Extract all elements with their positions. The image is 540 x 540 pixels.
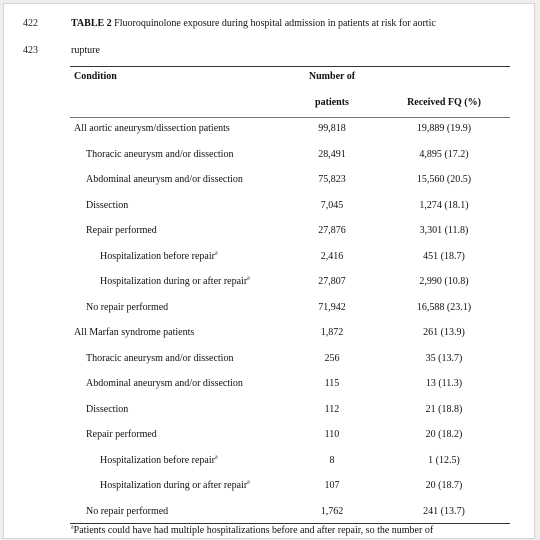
- row-label-text: Dissection: [86, 404, 129, 415]
- row-received-fq: 20 (18.7): [425, 480, 463, 491]
- row-patients: 115: [324, 378, 340, 389]
- row-received-fq: 13 (11.3): [425, 378, 463, 389]
- row-patients: 112: [324, 404, 340, 415]
- table-label: TABLE 2: [71, 18, 112, 29]
- row-label-text: Thoracic aneurysm and/or dissection: [86, 353, 234, 364]
- footnote-ref: a: [247, 275, 250, 282]
- row-label: [100, 276, 250, 288]
- row-label: [86, 404, 128, 416]
- footnote-ref: a: [214, 250, 218, 257]
- row-received-fq: 1 (12.5): [428, 455, 460, 466]
- document-page: [3, 3, 535, 539]
- row-label: [86, 174, 243, 186]
- line-number: 422: [23, 18, 38, 29]
- row-received-fq: 35 (13.7): [425, 353, 463, 364]
- row-received-fq: 241 (13.7): [423, 506, 465, 517]
- header-number-of: Number of: [308, 71, 356, 82]
- row-label-text: Abdominal aneurysm and/or dissection: [86, 378, 243, 389]
- footnote-ref: a: [247, 479, 250, 486]
- row-label: [100, 455, 218, 467]
- row-label: [86, 200, 128, 212]
- row-label: [74, 123, 230, 135]
- line-number: 423: [23, 45, 38, 56]
- footnote-ref: a: [214, 454, 218, 461]
- row-label-text: Hospitalization before repair: [100, 251, 215, 262]
- row-received-fq: 20 (18.2): [425, 429, 463, 440]
- row-label-text: Repair performed: [86, 225, 157, 236]
- row-label-text: Hospitalization during or after repair: [100, 480, 248, 491]
- row-label-text: Hospitalization before repair: [100, 455, 215, 466]
- row-label-text: Thoracic aneurysm and/or dissection: [86, 149, 234, 160]
- row-patients: 8: [329, 455, 335, 466]
- header-condition: Condition: [74, 71, 117, 82]
- row-patients: 27,876: [318, 225, 346, 236]
- row-label-text: Dissection: [86, 200, 129, 211]
- header-received-fq: Received FQ (%): [407, 97, 481, 108]
- row-label-text: No repair performed: [86, 506, 169, 517]
- row-label-text: Abdominal aneurysm and/or dissection: [86, 174, 243, 185]
- header-patients: patients: [315, 97, 349, 108]
- row-label: [86, 429, 157, 441]
- row-patients: 2,416: [320, 251, 344, 262]
- row-received-fq: 15,560 (20.5): [416, 174, 472, 185]
- row-label-text: Hospitalization during or after repair: [100, 276, 248, 287]
- table-bottom-rule: [70, 523, 510, 524]
- header-rule: [70, 117, 510, 118]
- row-label: [74, 327, 194, 339]
- row-received-fq: 4,895 (17.2): [419, 149, 469, 160]
- table-caption-text: Fluoroquinolone exposure during hospital admission in patients at risk for aortic: [114, 18, 436, 29]
- row-label-text: All aortic aneurysm/dissection patients: [74, 123, 230, 134]
- row-label-text: No repair performed: [86, 302, 169, 313]
- row-received-fq: 16,588 (23.1): [416, 302, 472, 313]
- table-caption-continued: rupture: [71, 45, 100, 56]
- row-received-fq: 21 (18.8): [425, 404, 463, 415]
- row-patients: 28,491: [318, 149, 346, 160]
- row-label-text: Repair performed: [86, 429, 157, 440]
- row-received-fq: 1,274 (18.1): [419, 200, 469, 211]
- row-patients: 1,762: [320, 506, 344, 517]
- row-received-fq: 19,889 (19.9): [416, 123, 472, 134]
- row-patients: 75,823: [318, 174, 346, 185]
- row-label: [86, 378, 243, 390]
- row-label: [86, 506, 168, 518]
- row-label: [86, 302, 168, 314]
- row-patients: 256: [324, 353, 340, 364]
- row-patients: 1,872: [320, 327, 344, 338]
- row-label: [86, 149, 233, 161]
- footnote-marker: a: [71, 524, 74, 531]
- row-label: [86, 353, 233, 365]
- row-patients: 7,045: [320, 200, 344, 211]
- row-received-fq: 3,301 (11.8): [419, 225, 469, 236]
- table-top-rule: [70, 66, 510, 67]
- row-patients: 71,942: [318, 302, 346, 313]
- row-patients: 99,818: [318, 123, 346, 134]
- footnote: [71, 525, 433, 537]
- row-label: [100, 251, 218, 263]
- table-caption: [71, 18, 436, 29]
- row-patients: 27,807: [318, 276, 346, 287]
- row-label: [86, 225, 157, 237]
- row-received-fq: 2,990 (10.8): [419, 276, 469, 287]
- row-received-fq: 451 (18.7): [423, 251, 465, 262]
- row-label-text: All Marfan syndrome patients: [74, 327, 195, 338]
- row-patients: 107: [324, 480, 340, 491]
- row-label: [100, 480, 250, 492]
- footnote-text: Patients could have had multiple hospitalizations before and after repair, so the number of: [73, 525, 434, 536]
- row-patients: 110: [324, 429, 340, 440]
- row-received-fq: 261 (13.9): [423, 327, 465, 338]
